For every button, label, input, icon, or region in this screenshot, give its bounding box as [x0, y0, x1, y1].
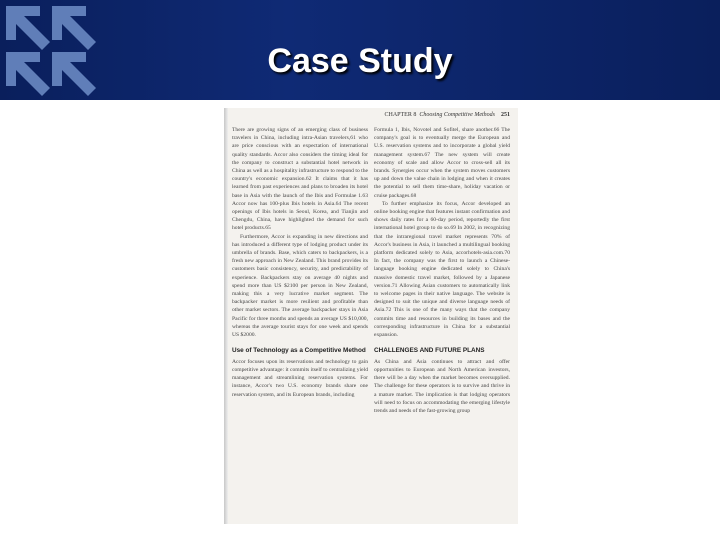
- section-subheading-challenges: CHALLENGES AND FUTURE PLANS: [374, 347, 485, 355]
- right-paragraph-1: Formula 1, Ibis, Novotel and Sofitel, share another.66 The company's goal is to eventually merge the European and U.S. reservation systems and to incorporate a global yield management system.67 The new system will create economy of scale and allow Accor to cross-sell all its brands. Synergies occur when the system moves customers up and down the value chain in lodging and when it creates the potential to sell them time-share, holiday vacation or cruise packages.68: [374, 127, 510, 199]
- slide-title: Case Study: [267, 42, 453, 80]
- right-paragraph-2: To further emphasize its focus, Accor developed an online booking engine that features instant confirmation and shows daily rates for a 60-day period, reportedly the first international hotel group to do so.69 In 2002, in recognizing that the intraregional travel market represents 70% of Accor's business in Asia, it launched a multilingual booking platform dedicated solely to Asia, accorhotels-asia.com.70 In fact, the company was the first to launch a Chinese-language booking engine dedicated solely to China's massive domestic travel market, followed by a Japanese version.71 Allowing Asian customers to automatically link to welcome pages in their native language. The website is designed to suit the unique and diverse language needs of Asia.72 This is one of the many ways that the company commits time and resources in building its bases and the corresponding infrastructure in China for a substantial expansion.: [374, 200, 510, 339]
- right-text-column: [374, 126, 510, 415]
- left-paragraph-2: Furthermore, Accor is expanding in new directions and has introduced a different type of lodging product under its umbrella of brands. Base, which caters to backpackers, is a fresh new approach in New Zealand. This brand provides its customers basic consistency, security, and predictability of experience. Backpackers stay on average 40 nights and spend more than US $2100 per person in New Zealand, making this a very lucrative market segment. The backpacker market is more resilient and profitable than other market sectors. The average backpacker stays in Asia Pacific for three months and spends an average US $10,000, whereas the average tourist stays for one week and spends US $2000.: [232, 233, 368, 339]
- running-head-chapter-title: Choosing Competitive Methods: [419, 112, 495, 118]
- left-text-column: [232, 126, 368, 399]
- running-head-chapter: CHAPTER 8: [384, 112, 417, 118]
- section-subheading-technology: Use of Technology as a Competitive Method: [232, 347, 366, 355]
- running-head: [384, 112, 510, 118]
- left-paragraph-1: There are growing signs of an emerging class of business travelers in China, including intra-Asian travelers,61 who are price conscious with an expectation of international quality standards. Accor also considers the timing ideal for the company to construct a substantial hotel network in China as well as a hospitality infrastructure to respond to the country's economic expansion.62 It claims that it has learned from past experiences and plans to broaden its hotel base in Asia with the launch of the Ibis and Formulae 1.63 Accor now has 100-plus Ibis hotels in Asia.64 The recent openings of Ibis hotels in Seoul, Korea, and Tianjin and Chengdu, China, have highlighted the demand for such hotel products.65: [232, 127, 368, 232]
- textbook-page-scan: [228, 108, 518, 524]
- left-paragraph-3: Accor focuses upon its reservations and technology to gain competitive advantage: it commits itself to centralizing yield management and streamlining reservation systems. For instance, Accor's two U.S. economy brands share one reservation system, and its European brands, including: [232, 358, 368, 398]
- right-paragraph-3: As China and Asia continues to attract and offer opportunities to European and North American investors, there will be a day when the market becomes oversupplied. The challenge for these operators is to survive and thrive in a mature market. The implication is that lodging operators will need to focus on accommodating the emerging lifestyle trends and needs of the fast-growing group: [374, 358, 510, 415]
- page-number: 251: [501, 112, 510, 118]
